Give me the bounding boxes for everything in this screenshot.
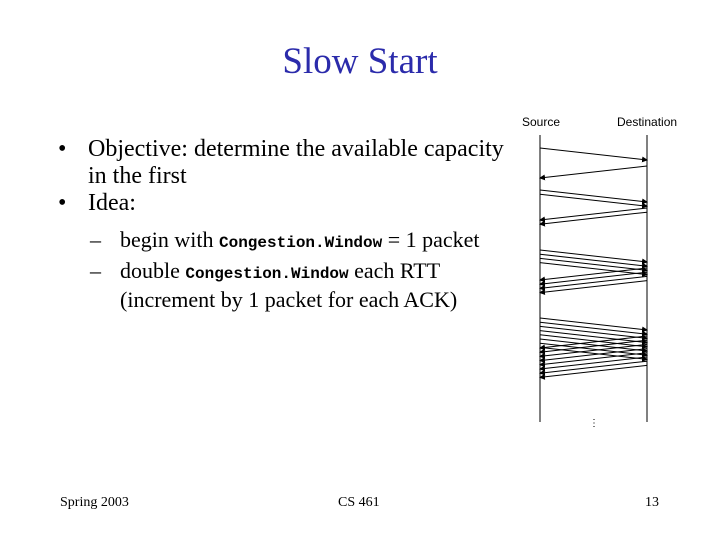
continuation-dots: ⋮ — [589, 418, 599, 429]
data-packet-arrow — [540, 148, 647, 160]
bullet-marker: • — [58, 136, 67, 162]
bullet-text: Objective: determine the available capacity in the first — [88, 136, 504, 189]
slow-start-timing-diagram — [510, 110, 710, 435]
subbullet-double — [58, 258, 528, 312]
bullet-list — [58, 136, 528, 314]
subbullet-post: = 1 packet — [382, 227, 480, 252]
sequence-diagram-svg — [510, 110, 710, 435]
subbullet-pre: begin with — [120, 227, 219, 252]
bullet-text: Idea: — [88, 190, 136, 216]
footer-date: Spring 2003 — [60, 495, 129, 510]
bullet-idea — [58, 190, 528, 217]
subbullet-marker: – — [90, 258, 101, 283]
bullet-marker: • — [58, 190, 67, 216]
slide-title: Slow Start — [282, 41, 438, 82]
subbullet-list — [58, 227, 528, 312]
subbullet-post: each RTT (increment by 1 packet for each ACK) — [120, 258, 458, 312]
destination-label: Destination — [617, 115, 678, 129]
ack-arrow — [540, 166, 647, 178]
bullet-objective — [58, 136, 528, 190]
code-congestion-window: Congestion.Window — [219, 234, 383, 252]
subbullet-marker: – — [90, 227, 101, 252]
code-congestion-window: Congestion.Window — [185, 265, 349, 283]
footer-page-number: 13 — [645, 495, 659, 510]
footer-course: CS 461 — [338, 495, 380, 510]
subbullet-pre: double — [120, 258, 186, 283]
source-label: Source — [522, 115, 561, 129]
subbullet-begin — [58, 227, 528, 256]
